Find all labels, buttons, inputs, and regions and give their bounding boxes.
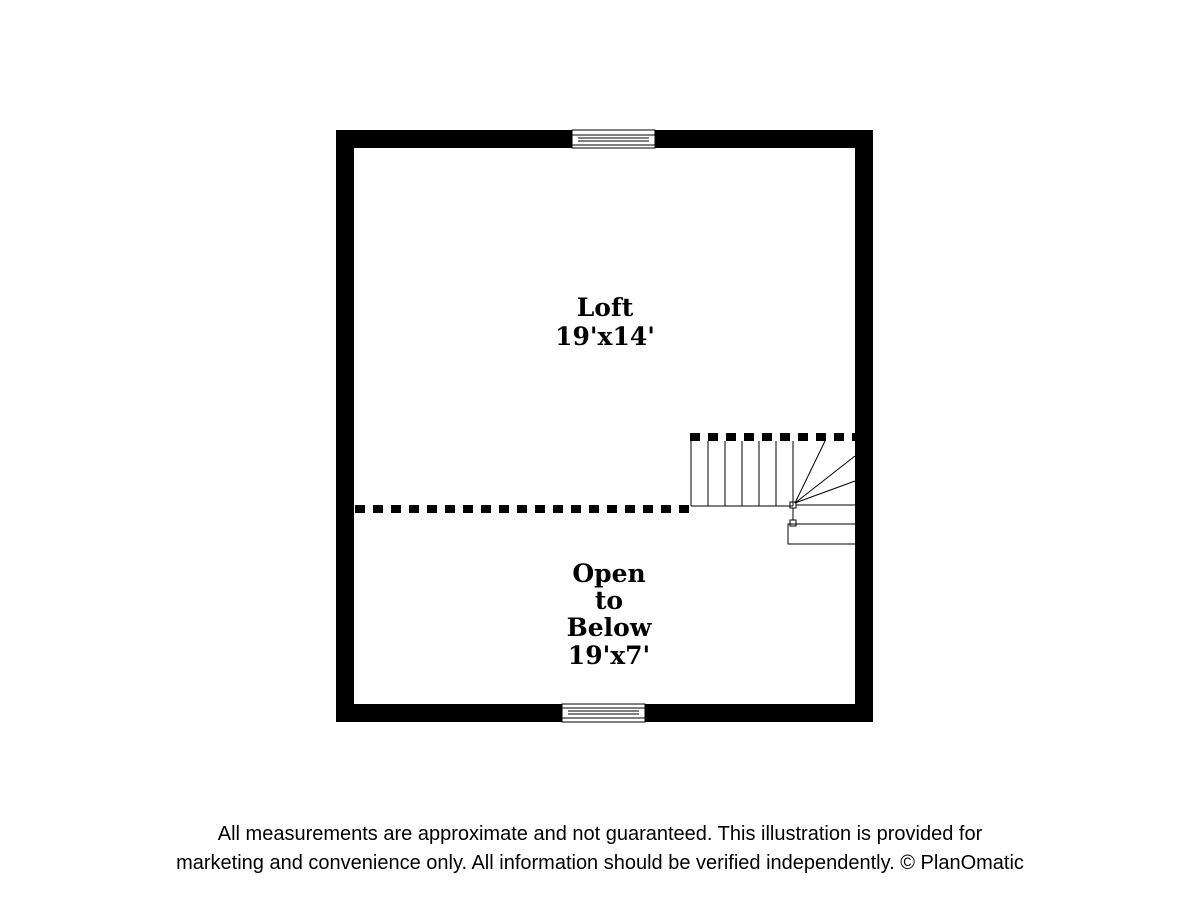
room-dimensions-open-to-below: 19'x7' [567, 641, 651, 670]
disclaimer-line-2: marketing and convenience only. All information should be verified independently. © PlanOmatic [176, 852, 1024, 874]
window-bottom [562, 704, 645, 722]
wall-bottom-right [645, 704, 873, 722]
disclaimer [0, 820, 1200, 878]
window-top [572, 130, 655, 148]
room-name-open-to-below-line2: to [594, 586, 624, 615]
wall-left [336, 130, 354, 722]
wall-top-right [655, 130, 873, 148]
wall-bottom-left [336, 704, 562, 722]
staircase [691, 441, 855, 544]
wall-top-left [336, 130, 572, 148]
room-dimensions-loft: 19'x14' [555, 322, 655, 351]
disclaimer-line-1: All measurements are approximate and not guaranteed. This illustration is provided for [217, 823, 983, 845]
room-name-open-to-below-line3: Below [566, 613, 652, 642]
room-name-loft: Loft [576, 293, 634, 322]
wall-right [855, 130, 873, 722]
room-name-open-to-below-line1: Open [572, 559, 646, 588]
